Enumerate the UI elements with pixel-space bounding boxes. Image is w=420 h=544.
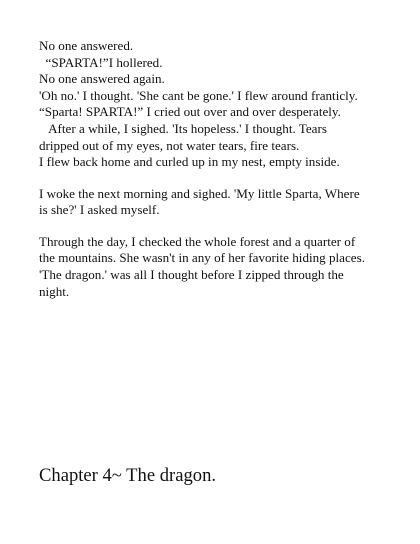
paragraph-2 [39,186,399,219]
text-line: “Sparta! SPARTA!” I cried out over and over desperately. [39,104,341,120]
text-line: No one answered. [39,38,134,53]
text-line: Through the day, I checked the whole forest and a quarter of [39,233,356,249]
text-line: After a while, I sighed. 'Its hopeless.' I thought. Tears [39,120,327,136]
text-line: 'Oh no.' I thought. 'She cant be gone.' I flew around franticly. [39,87,358,103]
text-line: I woke the next morning and sighed. 'My little Sparta, Where [39,185,360,201]
text-line: “SPARTA!”I hollered. [39,54,163,70]
text-line: dripped out of my eyes, not water tears, fire tears. [39,137,300,153]
paragraph-1 [39,38,399,171]
paragraph-gap [39,171,399,186]
paragraph-3 [39,234,399,300]
paragraph-gap [39,219,399,234]
text-line: the mountains. She wasn't in any of her favorite hiding places. [39,250,365,266]
text-line: night. [39,283,70,299]
text-line: 'The dragon.' was all I thought before I zipped through the [39,266,344,282]
chapter-heading: Chapter 4~ The dragon. [39,465,217,486]
text-line: I flew back home and curled up in my nest, empty inside. [39,154,340,170]
text-line: No one answered again. [39,71,165,87]
story-text [39,38,399,300]
text-line: is she?' I asked myself. [39,202,160,218]
